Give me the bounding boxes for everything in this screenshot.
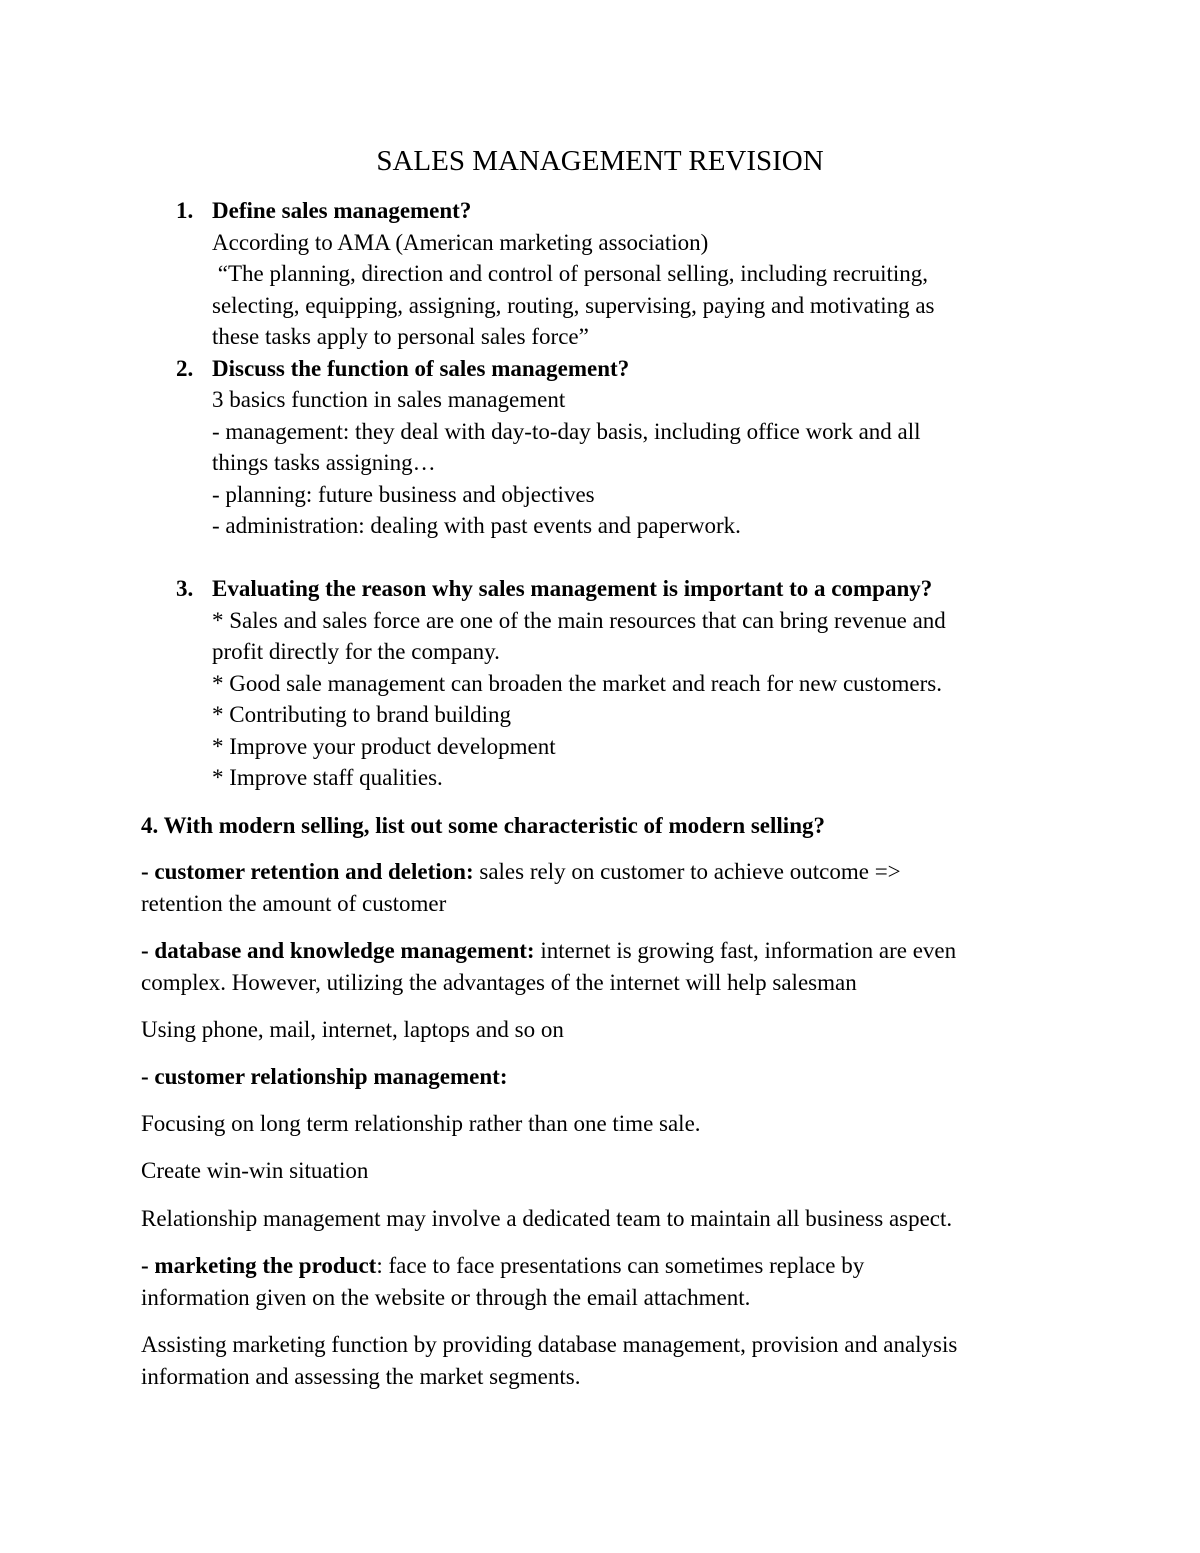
marketing-text: : face to face presentations can sometimes replace by (376, 1253, 865, 1278)
question-text: Evaluating the reason why sales management is important to a company? (212, 576, 933, 601)
database-label: - database and knowledge management: (141, 938, 535, 963)
answer-line: * Contributing to brand building (212, 702, 511, 727)
win-win-paragraph: Create win-win situation (141, 1158, 369, 1183)
item-number: 3. (176, 576, 194, 601)
assisting-text: Assisting marketing function by providing database management, provision and analysis (141, 1332, 958, 1357)
list-item-1 (176, 195, 1056, 353)
answer-line: According to AMA (American marketing association) (212, 229, 709, 255)
retention-text: sales rely on customer to achieve outcome => (473, 859, 901, 884)
answer-line: selecting, equipping, assigning, routing, supervising, paying and motivating as (212, 292, 935, 318)
answer-line: these tasks apply to personal sales force” (212, 324, 589, 349)
crm-label: - customer relationship management: (141, 1064, 508, 1089)
database-text: internet is growing fast, information are even (534, 938, 957, 963)
retention-paragraph (141, 856, 1061, 919)
page-title: SALES MANAGEMENT REVISION (376, 145, 824, 177)
retention-label: - customer retention and deletion: (141, 859, 474, 884)
answer-line: things tasks assigning… (212, 450, 436, 475)
answer-line: * Good sale management can broaden the market and reach for new customers. (212, 670, 942, 696)
numbered-list (176, 195, 1056, 794)
answer-line: - management: they deal with day-to-day basis, including office work and all (212, 418, 921, 444)
answer-line: * Sales and sales force are one of the main resources that can bring revenue and (212, 607, 946, 633)
answer-line: * Improve your product development (212, 733, 556, 759)
database-paragraph (141, 935, 1061, 998)
database-text-2: complex. However, utilizing the advantages of the internet will help salesman (141, 969, 857, 995)
marketing-text-2: information given on the website or through the email attachment. (141, 1284, 751, 1310)
retention-text-2: retention the amount of customer (141, 890, 447, 916)
marketing-label: - marketing the product (141, 1253, 377, 1278)
section4-heading (141, 810, 1061, 842)
marketing-paragraph (141, 1250, 1061, 1313)
section4-heading-text: 4. With modern selling, list out some characteristic of modern selling? (141, 813, 825, 838)
assisting-paragraph (141, 1329, 1061, 1392)
item-number: 1. (176, 198, 194, 223)
list-item-2 (176, 353, 1056, 542)
item-number: 2. (176, 355, 194, 381)
answer-line: * Improve staff qualities. (212, 765, 443, 790)
assisting-text-2: information and assessing the market segments. (141, 1363, 581, 1389)
answer-line: 3 basics function in sales management (212, 387, 566, 412)
relationship-paragraph: Relationship management may involve a dedicated team to maintain all business aspect. (141, 1206, 953, 1231)
question-text: Define sales management? (212, 198, 472, 223)
crm-heading (141, 1061, 1061, 1093)
blank-line (176, 542, 1056, 574)
answer-line: “The planning, direction and control of personal selling, including recruiting, (212, 261, 928, 286)
answer-line: profit directly for the company. (212, 639, 500, 664)
answer-line: - planning: future business and objectives (212, 481, 595, 507)
list-item-3 (176, 573, 1056, 794)
question-text: Discuss the function of sales management? (212, 355, 630, 381)
focusing-paragraph: Focusing on long term relationship rather than one time sale. (141, 1111, 701, 1136)
answer-line: - administration: dealing with past events and paperwork. (212, 513, 741, 538)
using-phone-paragraph: Using phone, mail, internet, laptops and so on (141, 1017, 564, 1042)
